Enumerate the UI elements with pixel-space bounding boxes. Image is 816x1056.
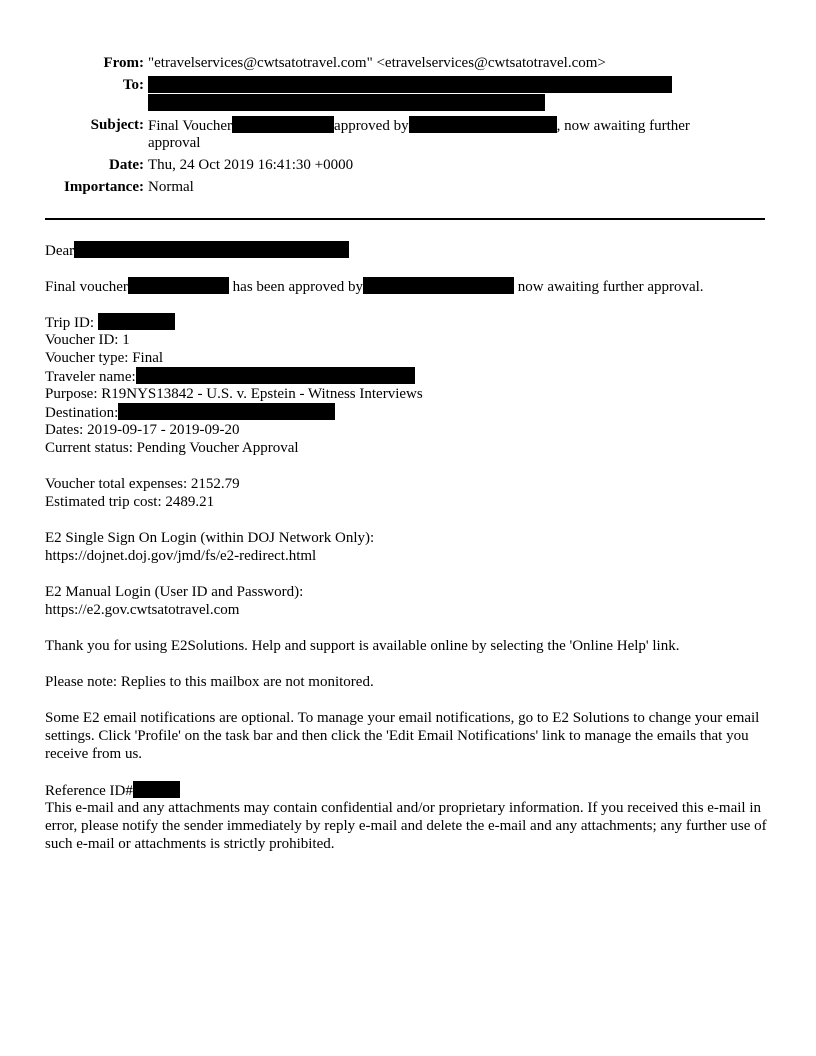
approval-text: has been approved by xyxy=(228,279,364,295)
salutation xyxy=(45,241,769,259)
from-value: "etravelservices@cwtsatotravel.com" <etravelservices@cwtsatotravel.com> xyxy=(148,55,606,71)
redaction-box xyxy=(74,241,349,258)
to-row xyxy=(0,76,816,94)
approval-text: Final voucher xyxy=(45,279,128,295)
redaction-box xyxy=(148,76,672,93)
voucher-total: Voucher total expenses: 2152.79 xyxy=(45,476,240,492)
redaction-box xyxy=(133,781,180,798)
voucher-type: Voucher type: Final xyxy=(45,350,164,366)
subject-row xyxy=(0,116,816,134)
reference-id-label: Reference ID# xyxy=(45,783,133,799)
to-value-continued xyxy=(148,94,545,113)
destination-label: Destination: xyxy=(45,405,119,421)
voucher-id: Voucher ID: 1 xyxy=(45,332,130,348)
redaction-box xyxy=(148,94,545,111)
subject-label: Subject: xyxy=(90,117,144,133)
header-divider xyxy=(45,218,765,220)
redaction-box xyxy=(363,277,514,294)
manual-login-label: E2 Manual Login (User ID and Password): xyxy=(45,584,304,600)
subject-text: , now awaiting further xyxy=(556,118,690,134)
purpose: Purpose: R19NYS13842 - U.S. v. Epstein - Witness Interviews xyxy=(45,386,423,402)
approval-line xyxy=(45,277,769,295)
importance-row xyxy=(0,178,816,196)
email-body xyxy=(45,241,769,853)
from-row xyxy=(0,54,816,72)
date-label: Date: xyxy=(109,157,144,173)
dear-text: Dear xyxy=(45,243,75,259)
subject-row-continued xyxy=(0,134,816,152)
confidentiality-notice: This e-mail and any attachments may contain confidential and/or proprietary information. If you received this e-mail in error, please notify the sender immediately by reply e-mail and delete the e-mail and any attachments; any further use of such e-mail or attachments is strictly prohibited. xyxy=(45,800,767,852)
approval-text: now awaiting further approval. xyxy=(514,279,704,295)
date-row xyxy=(0,156,816,174)
optional-notice-text: Some E2 email notifications are optional. To manage your email notifications, go to E2 Solutions to change your email settings. Click 'Profile' on the task bar and then click the 'Edit Email Notifications' link to manage the emails that you receive from us. xyxy=(45,710,760,762)
importance-value: Normal xyxy=(148,179,194,195)
traveler-name-label: Traveler name: xyxy=(45,369,136,385)
subject-value-continued: approval xyxy=(148,135,201,151)
sso-url[interactable]: https://dojnet.doj.gov/jmd/fs/e2-redirect.html xyxy=(45,548,317,564)
current-status: Current status: Pending Voucher Approval xyxy=(45,440,299,456)
email-header xyxy=(0,54,816,196)
dates: Dates: 2019-09-17 - 2019-09-20 xyxy=(45,422,240,438)
importance-label: Importance: xyxy=(64,179,144,195)
redaction-box xyxy=(232,116,334,133)
manual-login-url[interactable]: https://e2.gov.cwtsatotravel.com xyxy=(45,602,240,618)
to-row-continued xyxy=(0,94,816,112)
trip-id xyxy=(45,313,769,331)
redaction-box xyxy=(128,277,229,294)
redaction-box xyxy=(409,116,557,133)
please-note-text: Please note: Replies to this mailbox are not monitored. xyxy=(45,674,374,690)
subject-value xyxy=(148,116,690,135)
to-label: To: xyxy=(122,77,144,93)
sso-label: E2 Single Sign On Login (within DOJ Network Only): xyxy=(45,530,375,546)
redaction-box xyxy=(118,403,335,420)
date-value: Thu, 24 Oct 2019 16:41:30 +0000 xyxy=(148,157,354,173)
reference-id xyxy=(45,781,769,799)
redaction-box xyxy=(136,367,415,384)
trip-id-label: Trip ID: xyxy=(45,315,95,331)
to-value xyxy=(148,76,672,95)
traveler-name xyxy=(45,367,769,385)
subject-text: approved by xyxy=(334,118,409,134)
thank-you-text: Thank you for using E2Solutions. Help and support is available online by selecting the 'Online Help' link. xyxy=(45,638,680,654)
subject-text: Final Voucher xyxy=(148,118,233,134)
estimated-cost: Estimated trip cost: 2489.21 xyxy=(45,494,215,510)
redaction-box xyxy=(98,313,175,330)
from-label: From: xyxy=(103,55,144,71)
destination xyxy=(45,403,769,421)
